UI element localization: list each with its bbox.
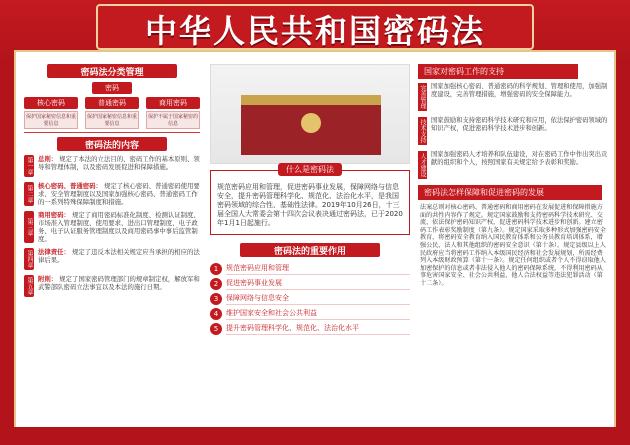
role-text: 提升密码管理科学化、规范化、法治化水平	[226, 323, 410, 335]
chapter-tag: 第四章	[26, 250, 33, 268]
divider	[24, 132, 200, 133]
node-common	[85, 97, 139, 129]
root-node-wrap	[24, 82, 200, 94]
node-commercial	[146, 97, 200, 129]
node-row	[24, 97, 200, 129]
role-item	[210, 293, 410, 305]
building-graphic	[241, 95, 381, 155]
role-item	[210, 263, 410, 275]
role-number: 5	[210, 323, 222, 335]
chapter-tag: 第二章	[24, 182, 34, 206]
chapter-text	[34, 182, 200, 206]
support-item	[418, 83, 608, 111]
left-column	[24, 64, 200, 302]
chapter-text	[34, 155, 200, 177]
develop-header: 密码法怎样保障和促进密码的发展	[418, 185, 602, 200]
role-text: 规范密码应用和管理	[226, 263, 410, 275]
role-text: 维护国家安全和社会公共利益	[226, 308, 410, 320]
what-is-badge: 什么是密码法	[278, 163, 342, 176]
support-text: 国家鼓励和支持密码科学技术研究和应用，依法保护密码领域的知识产权，促进密码科学技术进步和创新。	[431, 117, 608, 132]
support-header: 国家对密码工作的支持	[418, 64, 578, 79]
chapter-text	[34, 275, 200, 297]
node-commercial-sub: 保护不属于国家秘密的信息	[146, 111, 200, 129]
chapter-tag: 第五章	[26, 277, 33, 295]
support-side: 完善管理	[419, 85, 426, 109]
content-header: 密码法的内容	[57, 137, 167, 151]
node-core-label: 核心密码	[24, 97, 78, 109]
node-common-sub: 保护国家秘密信息和重要信息	[85, 111, 139, 129]
role-header: 密码法的重要作用	[240, 243, 380, 257]
support-text: 国家加强核心密码、普通密码的科学规划、管理和使用，加强制度建设，完善管理措施，增强密码的安全保障能力。	[431, 83, 608, 98]
chapter-body: 规定了本法的立法目的、密码工作的基本原则、领导和管理体制，以及密码发展促进和保障措施。	[38, 155, 200, 171]
role-text: 促进密码事业发展	[226, 278, 410, 290]
classification-header: 密码法分类管理	[47, 64, 177, 78]
chapter-body: 规定了核心密码、普通密码使用要求、安全管理制度以及国家加强核心密码、普通密码工作的一系列特殊保障制度和措施。	[38, 182, 200, 206]
right-column	[418, 64, 608, 288]
root-node: 密码	[92, 82, 132, 94]
chapter-head: 核心密码、普通密码：	[38, 182, 102, 190]
support-item	[418, 117, 608, 145]
role-number: 4	[210, 308, 222, 320]
support-text: 国家加强密码人才培养和队伍建设，对在密码工作中作出突出贡献的组织和个人，按照国家有关规定给予表彰和奖励。	[431, 151, 608, 166]
support-item	[418, 151, 608, 179]
chapter-head: 法律责任：	[38, 248, 70, 256]
node-core	[24, 97, 78, 129]
chapter-text	[34, 211, 200, 243]
role-number: 1	[210, 263, 222, 275]
chapter-head: 总则：	[38, 155, 58, 163]
node-commercial-label: 商用密码	[146, 97, 200, 109]
page-title: 中华人民共和国密码法	[144, 12, 485, 50]
chapter-2	[24, 182, 200, 206]
chapter-body: 规定了违反本法相关规定应当承担的相应的法律后果。	[38, 248, 200, 264]
chapter-head: 商用密码：	[38, 211, 70, 219]
support-side: 技术支持	[419, 119, 426, 143]
role-number: 2	[210, 278, 222, 290]
chapter-body: 规定了商用密码标准化制度、检测认证制度、市场准入管理制度、使用要求、进出口管理制度、电子政务、电子认证服务管理制度以及商用密码事中事后监管制度。	[38, 211, 200, 243]
chapter-text	[34, 248, 200, 270]
chapter-4	[24, 248, 200, 270]
chapter-5	[24, 275, 200, 297]
role-item	[210, 308, 410, 320]
role-list	[210, 263, 410, 335]
chapter-tag: 第三章	[24, 211, 34, 243]
role-item	[210, 323, 410, 335]
role-number: 3	[210, 293, 222, 305]
role-item	[210, 278, 410, 290]
middle-column	[210, 64, 410, 338]
chapter-head: 附则：	[38, 275, 58, 283]
develop-text: 法案总则对核心密码、普通密码和商用密码在发展促进和保障措施方面的共性内容作了规定。规定国家鼓励和支持密码科学技术研究、交流，依法保护密码知识产权，促进密码科学技术进步和创新。建立密码工作表彰奖励制度（第九条）。规定国家采取多种形式加强密码安全教育，将密码安全教育纳入国民教育体系和公务员教育培训体系，增强公民、法人和其他组织的密码安全意识（第十条）。规定县级以上人民政府应当将密码工作纳入本级国民经济和社会发展规划，所需经费列入本级财政预算（第十一条）。规定任何组织或者个人不得窃取他人加密保护的信息或者非法侵入他人的密码保障系统，不得利用密码从事危害国家安全、社会公共利益、他人合法权益等违法犯罪活动（第十二条）。	[420, 204, 606, 287]
node-core-sub: 保护国家秘密信息和重要信息	[24, 111, 78, 129]
chapter-tag: 第一章	[26, 157, 33, 175]
what-is-box	[210, 165, 410, 235]
chapter-body: 规定了国家密码管理部门的规章制定权，解放军和武警部队密码立法事宜以及本法的施行日期。	[38, 275, 200, 291]
support-side: 人才建设	[419, 153, 426, 177]
chapter-3	[24, 211, 200, 243]
footer-decoration	[0, 427, 630, 445]
chapter-1	[24, 155, 200, 177]
what-is-text: 规范密码应用和管理，促进密码事业发展，保障网络与信息安全，提升密码管理科学化、规范化、法治化水平，是我国密码领域的综合性、基础性法律。2019年10月26日，十三届全国人大常委会第十四次会议表决通过密码法，已于2020年1月1日起施行。	[217, 183, 403, 227]
role-text: 保障网络与信息安全	[226, 293, 410, 305]
node-common-label: 普通密码	[85, 97, 139, 109]
hall-illustration	[210, 64, 410, 164]
